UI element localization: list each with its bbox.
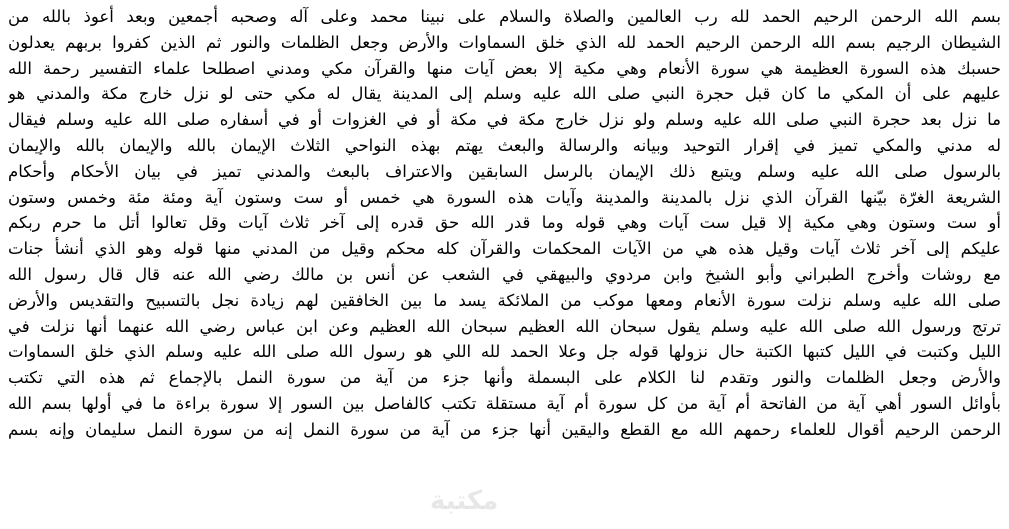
text-line: والأرض وجعل الظلمات والنور وتقدم لنا الكلام على البسملة وأنها جزء من آية من سورة النمل بالإجماع ثم هذه التي تكتب (8, 368, 1001, 388)
text-line: عليهم على أن المكي ما كان قبل حجرة النبي صلى الله عليه وسلم إلى المدينة يقال له مكي حتى لو نزل خارج مكة والمدني هو (8, 84, 1001, 104)
text-line: مع روشات وأخرج الطبراني وأبو الشيخ وابن مردوي والبيهقي في الشعب عن أنس بن مالك رضي الله عنه قال قال رسول الله (8, 264, 1001, 284)
text-line: الليل وكتبت في الليل كتبها الكتبة حال نزولها قوله جل وعلا الحمد لله اللي هو رسول الله صلى الله عليه وسلم الذي خلق السماوات (8, 342, 1001, 362)
text-line: صلى الله عليه وسلم نزلت سورة الأنعام ومعها موكب من الملائكة يسد ما بين الخافقين لهم زيادة نجل بالتسبيح والتقديس والأرض (8, 290, 1001, 310)
text-line: ما نزل بعد حجرة النبي صلى الله عليه وسلم ولو نزل خارج مكة في مكة أو في الغزوات أو في أسفاره صلى الله عليه وسلم فيقال (8, 110, 1001, 130)
text-line: أو ست وستون وهي مكية إلا قيل ست آيات وهي قوله وما قدر الله حق قدره إلى آخر ثلاث آيات وقل تعالوا أتل ما حرم ربكم (8, 213, 1001, 233)
text-line: بأوائل السور أهي آية من الفاتحة أم آية من كل سورة أم آية مستقلة تكتب كالفاصل بين السور إلا سورة براءة ما في أولها بسم الله (8, 393, 1001, 413)
text-line: الشيطان الرجيم بسم الله الرحمن الرحيم الحمد لله الذي خلق السماوات والأرض وجعل الظلمات والنور ثم الذين كفروا بربهم يعدلون (8, 32, 1001, 52)
text-line: له مدني والمكي تميز في إقرار التوحيد وبيانه والرسالة والبعث يهتم بهذه النواحي الثلاث الإيمان بالله والإيمان بالله والإيمان (8, 135, 1001, 155)
watermark-logo: مكتبة (430, 486, 499, 516)
text-line: عليكم إلى آخر ثلاث آيات وقيل هذه هي من الآيات المحكمات والقرآن كله محكم وقيل من المدني منها قوله وهو الذي أنشأ جنات (8, 239, 1001, 259)
text-line: بسم الله الرحمن الرحيم الحمد لله رب العالمين والصلاة والسلام على نبينا محمد وعلى آله وصحبه أجمعين وبعد أعوذ بالله من (8, 7, 1001, 26)
text-line: الرحمن الرحيم أقوال للعلماء رحمهم الله مع القطع واليقين أنها جزء من آية من سورة النمل إنه من سورة النمل سليمان وإنه بسم (8, 419, 1001, 439)
text-line: بالرسول صلى الله عليه وسلم ويتبع ذلك الإيمان بالرسل السابقين والاعتراف بالبعث والمدني تميز في بيان الأحكام وأحكام (8, 161, 1001, 181)
arabic-text-body (8, 4, 1001, 443)
text-line: الشريعة الغرّة بيّنها القرآن الذي نزل بالمدينة والمدينة وآيات هذه السورة هي خمس أو ست وستون آية ومئة مئة وخمس وستون (8, 187, 1001, 207)
text-line: حسبك هذه السورة العظيمة هي سورة الأنعام وهي مكية إلا بعض آيات منها والقرآن مكي ومدني اصطلحا علماء التفسير رحمة الله (8, 58, 1001, 78)
text-line: ترتج ورسول الله صلى الله عليه وسلم يقول سبحان الله العظيم سبحان الله العظيم وعن ابن عباس رضي الله عنهما أنها نزلت في (8, 316, 1001, 336)
